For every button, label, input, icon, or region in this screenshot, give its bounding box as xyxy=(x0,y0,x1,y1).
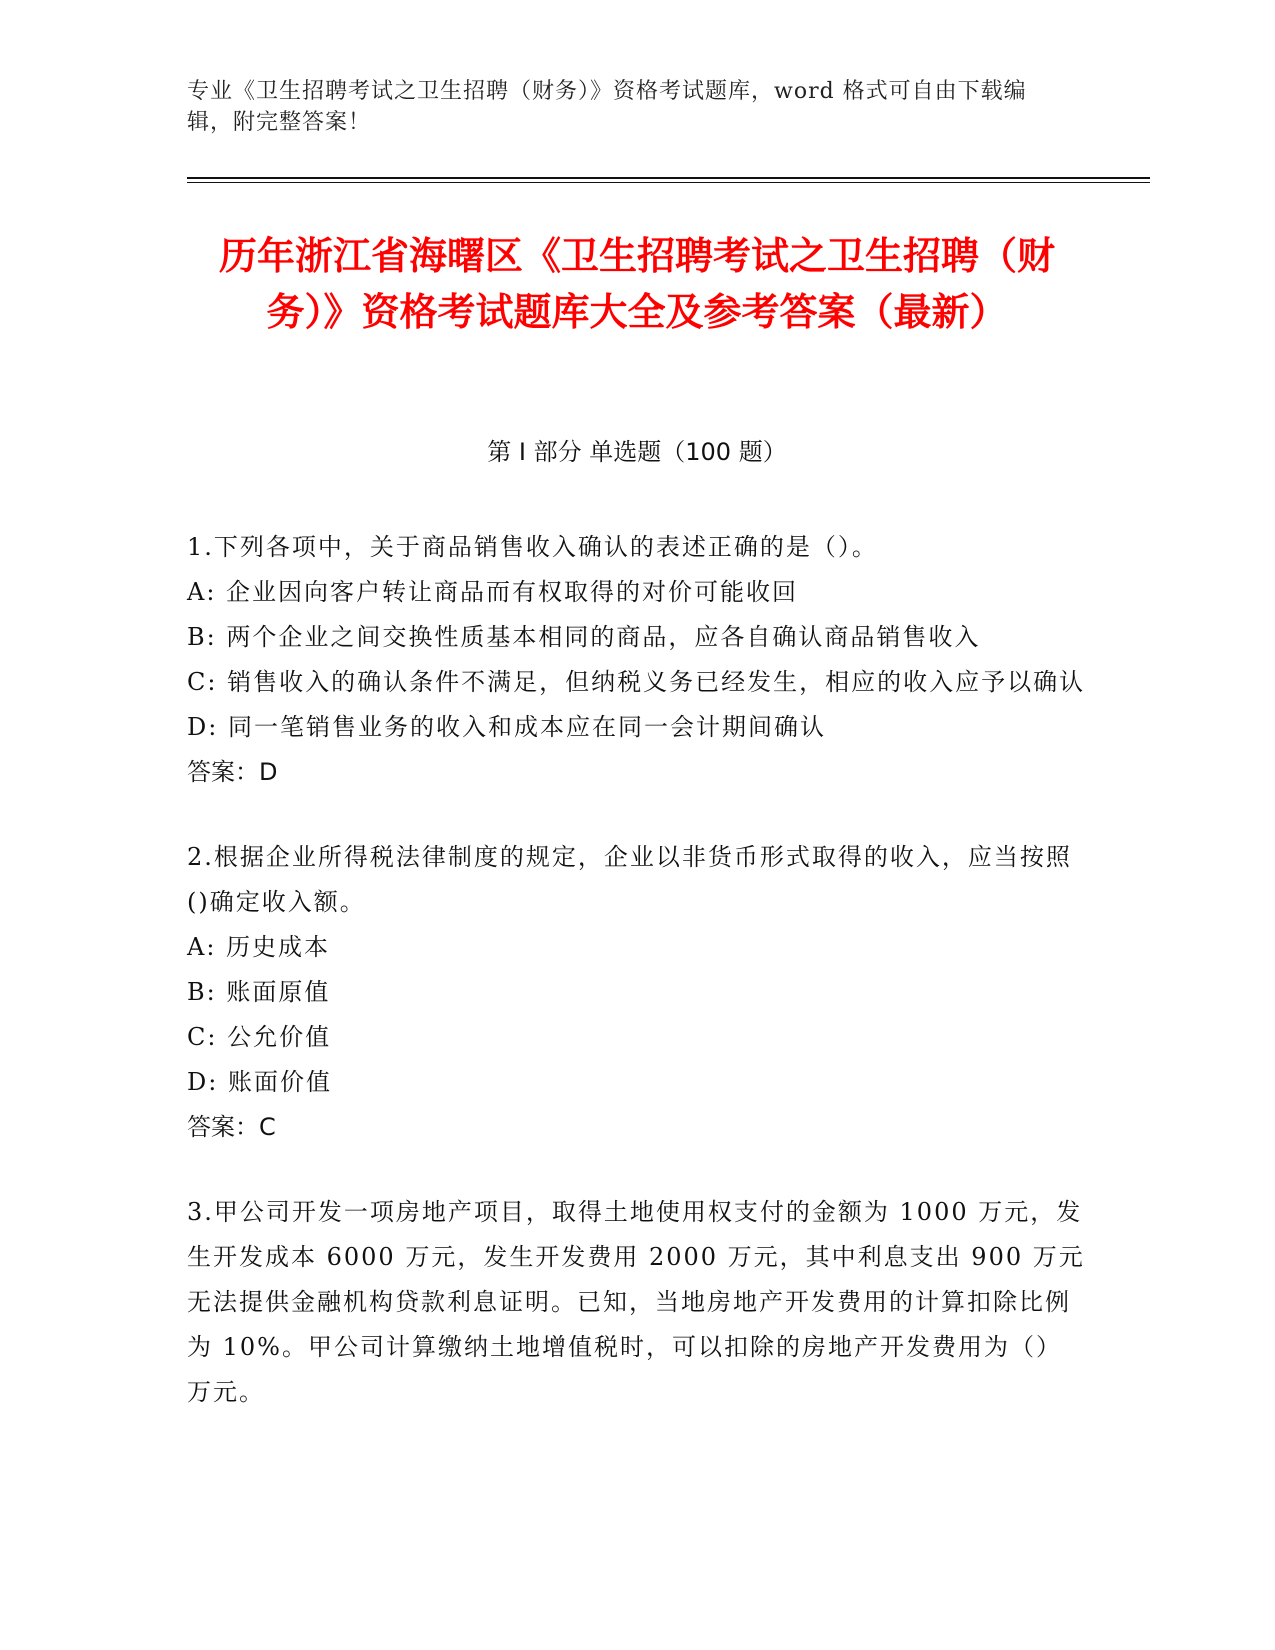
answer-label: 答案：D xyxy=(187,758,278,786)
question-stem: 2.根据企业所得税法律制度的规定，企业以非货币形式取得的收入，应当按照()确定收入额。 xyxy=(187,843,1072,916)
question-stem: 3.甲公司开发一项房地产项目，取得土地使用权支付的金额为 1000 万元，发生开发成本 6000 万元，发生开发费用 2000 万元，其中利息支出 900 万元无法提供金融机构贷款利息证明。已知，当地房地产开发费用的计算扣除比例为 10%。甲公司计算缴纳土地增值税时，可以扣除的房地产开发费用为（）万元。 xyxy=(187,1198,1085,1406)
section-heading: 第 I 部分 单选题（100 题） xyxy=(487,438,787,466)
option-a: A: 历史成本 xyxy=(187,933,331,961)
question-2 xyxy=(187,835,1087,1150)
header-note: 专业《卫生招聘考试之卫生招聘（财务）》资格考试题库，word 格式可自由下载编辑，附完整答案！ xyxy=(187,79,1027,135)
option-a: A: 企业因向客户转让商品而有权取得的对价可能收回 xyxy=(187,578,799,606)
question-stem: 1.下列各项中，关于商品销售收入确认的表述正确的是（）。 xyxy=(187,533,878,561)
option-b: B: 两个企业之间交换性质基本相同的商品，应各自确认商品销售收入 xyxy=(187,623,981,651)
answer-label: 答案：C xyxy=(187,1113,276,1141)
option-d: D: 账面价值 xyxy=(187,1068,332,1096)
option-c: C: 公允价值 xyxy=(187,1023,332,1051)
header-rule-thick xyxy=(187,177,1150,179)
question-1 xyxy=(187,525,1087,795)
option-b: B: 账面原值 xyxy=(187,978,331,1006)
option-c: C: 销售收入的确认条件不满足，但纳税义务已经发生，相应的收入应予以确认 xyxy=(187,668,1086,696)
option-d: D: 同一笔销售业务的收入和成本应在同一会计期间确认 xyxy=(187,713,826,741)
document-title: 历年浙江省海曙区《卫生招聘考试之卫生招聘（财务）》资格考试题库大全及参考答案（最新） xyxy=(218,234,1055,334)
question-3 xyxy=(187,1190,1087,1415)
question-list xyxy=(187,525,1087,1455)
header-rule-thin xyxy=(187,182,1150,183)
